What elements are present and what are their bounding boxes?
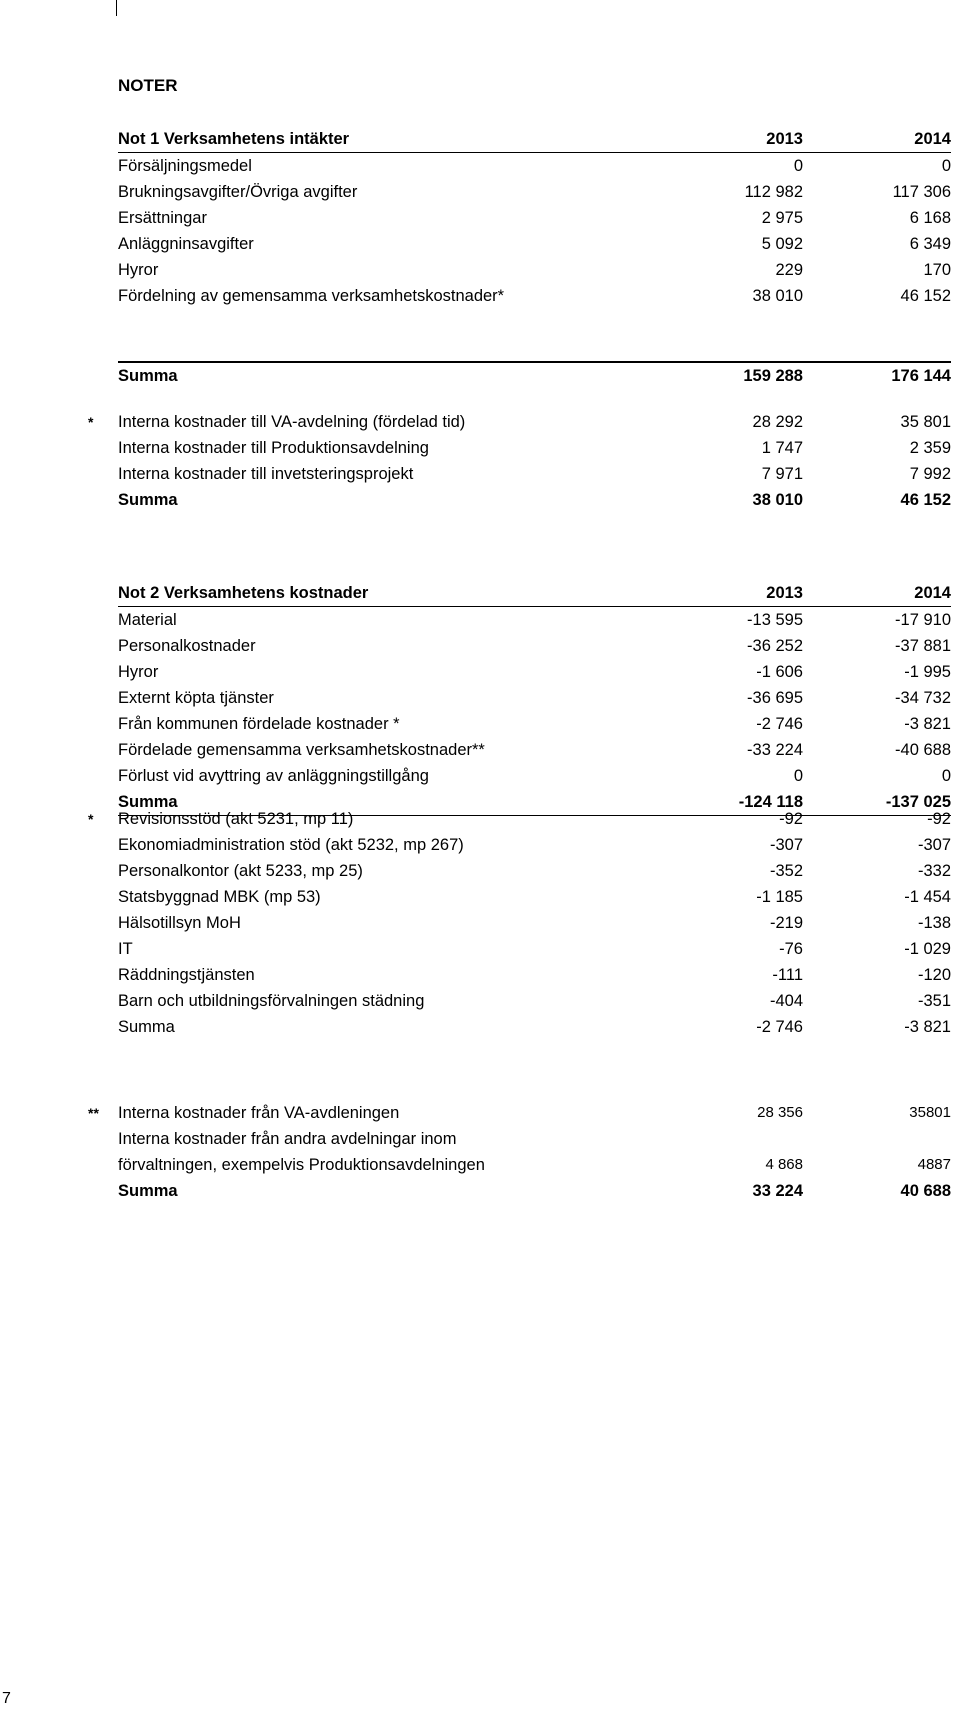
table-row: Anläggninsavgifter 5 092 6 349 [118,235,951,253]
note2-footnote2-total-row: Summa 33 224 40 688 [118,1182,951,1200]
table-row: Fördelning av gemensamma verksamhetskostnader* 38 010 46 152 [118,287,951,305]
table-row: Förlust vid avyttring av anläggningstillgång 0 0 [118,767,951,785]
table-row: Försäljningsmedel 0 0 [118,157,951,175]
year-2014-header: 2014 [914,130,951,148]
note2-total-row: Summa -124 118 -137 025 [118,789,951,816]
year-2014-header: 2014 [914,584,951,602]
note2-heading: Not 2 Verksamhetens kostnader [118,584,369,602]
table-row: IT -76 -1 029 [118,940,951,958]
table-row: Personalkontor (akt 5233, mp 25) -352 -332 [118,862,951,880]
footnote-marker: * [88,414,94,430]
table-row: Barn och utbildningsförvalningen städning -404 -351 [118,992,951,1010]
page-title: NOTER [118,76,178,95]
table-row: Räddningstjänsten -111 -120 [118,966,951,984]
table-row: ** Interna kostnader från VA-avdleningen 28 356 35801 [118,1100,951,1126]
table-row: * Revisionsstöd (akt 5231, mp 11) -92 -92 [118,806,951,832]
note2-table [118,580,951,816]
top-border-line [116,0,117,16]
note1-heading: Not 1 Verksamhetens intäkter [118,130,350,148]
footnote-marker: ** [88,1105,99,1121]
table-row: Hyror -1 606 -1 995 [118,663,951,681]
table-row: Interna kostnader till Produktionsavdelning 1 747 2 359 [118,439,951,457]
table-row: Ersättningar 2 975 6 168 [118,209,951,227]
page-number: 7 [2,1690,11,1707]
table-row: Hyror 229 170 [118,261,951,279]
note2-footnote1-table [88,806,951,1040]
note2-footnote2-table [88,1100,951,1204]
table-row: Brukningsavgifter/Övriga avgifter 112 982 117 306 [118,183,951,201]
note1-total-row: Summa 159 288 176 144 [118,361,951,389]
year-2013-header: 2013 [766,130,803,148]
table-row: * Interna kostnader till VA-avdelning (fördelad tid) 28 292 35 801 [118,409,951,435]
note1-table [118,126,951,389]
table-row: Ekonomiadministration stöd (akt 5232, mp 267) -307 -307 [118,836,951,854]
table-row: Interna kostnader från andra avdelningar inom förvaltningen, exempelvis Produktionsavdelningen 4 868 4887 [118,1130,951,1174]
table-row: Summa -2 746 -3 821 [118,1018,951,1036]
table-row: Material -13 595 -17 910 [118,611,951,629]
table-row: Fördelade gemensamma verksamhetskostnader** -33 224 -40 688 [118,741,951,759]
note1-footnote-total-row: Summa 38 010 46 152 [118,491,951,509]
note1-footnote-table [88,409,951,513]
footnote-marker: * [88,811,94,827]
table-row: Från kommunen fördelade kostnader * -2 746 -3 821 [118,715,951,733]
note2-header-row [118,580,951,607]
table-row: Personalkostnader -36 252 -37 881 [118,637,951,655]
table-row: Statsbyggnad MBK (mp 53) -1 185 -1 454 [118,888,951,906]
note1-header-row [118,126,951,153]
table-row: Externt köpta tjänster -36 695 -34 732 [118,689,951,707]
year-2013-header: 2013 [766,584,803,602]
table-row: Hälsotillsyn MoH -219 -138 [118,914,951,932]
table-row: Interna kostnader till invetsteringsprojekt 7 971 7 992 [118,465,951,483]
